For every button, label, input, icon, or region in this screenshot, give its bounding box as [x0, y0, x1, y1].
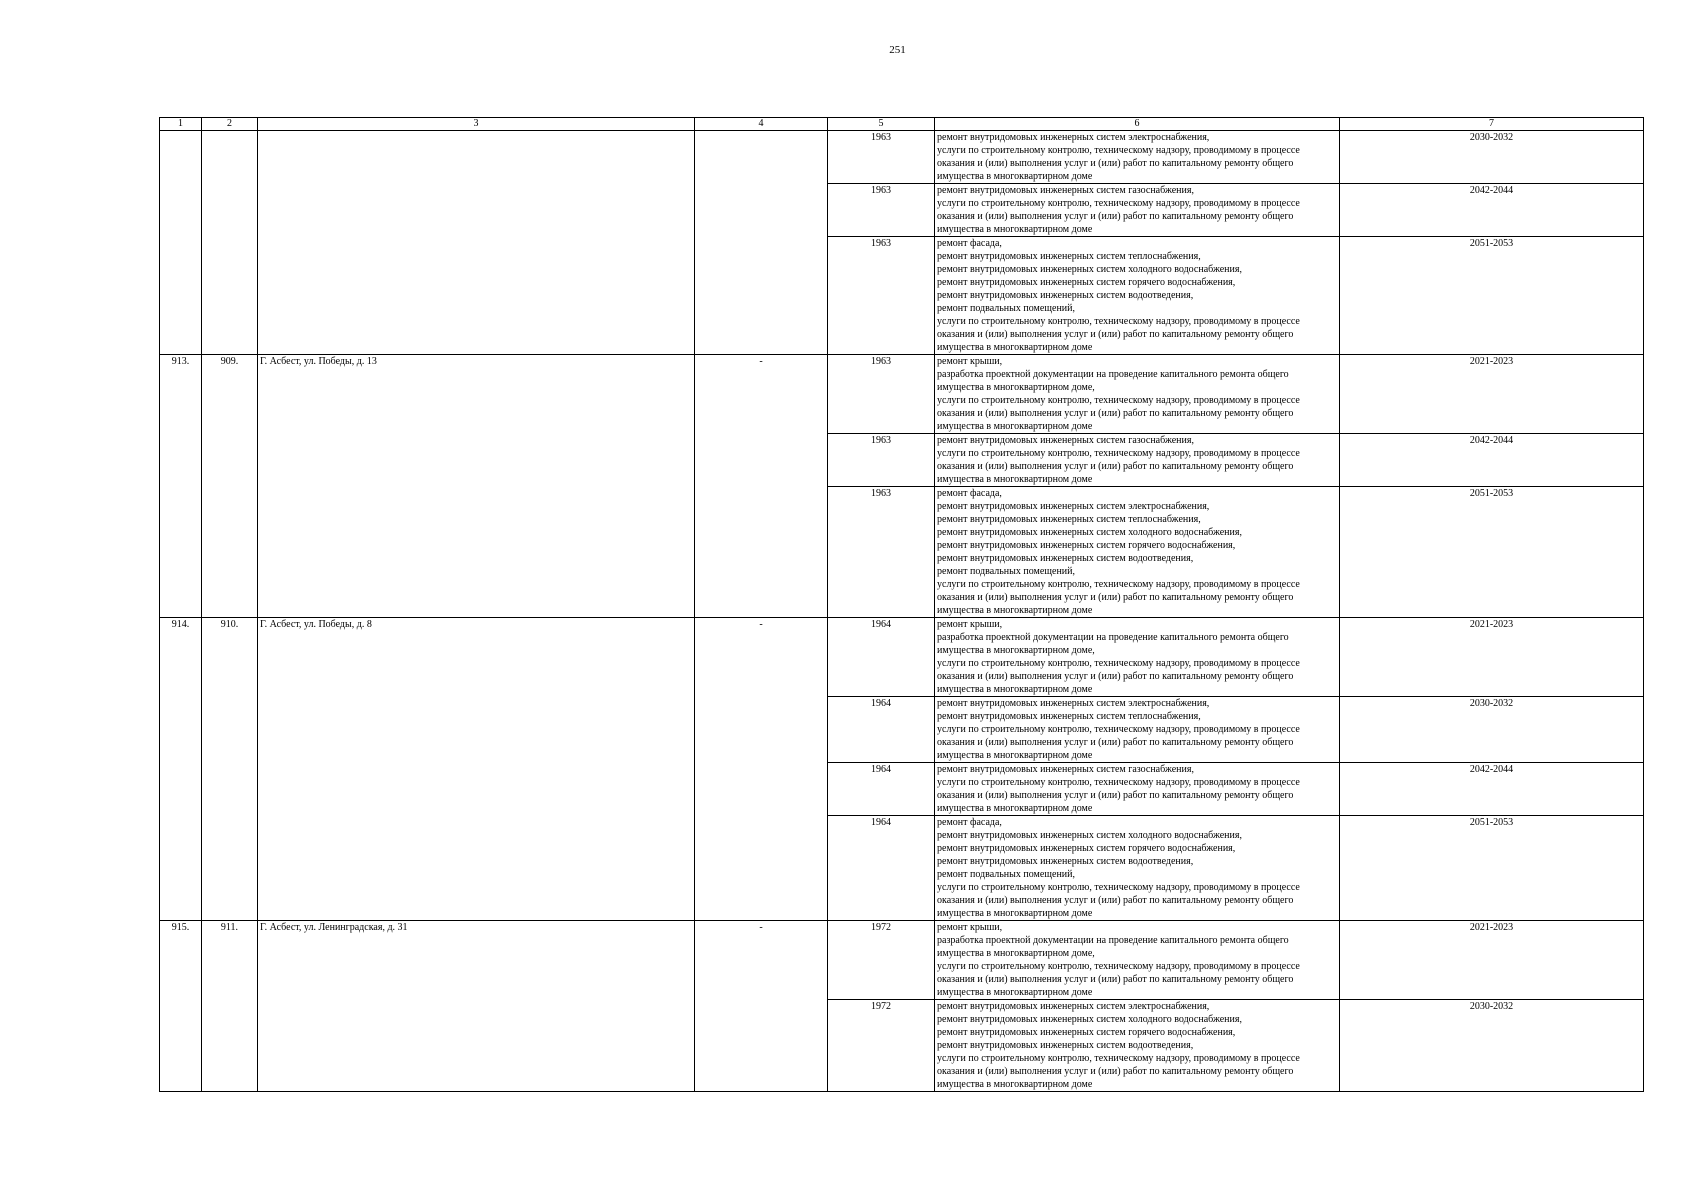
commissioning-year-cell: 1972	[828, 921, 935, 1000]
table-row	[160, 131, 1644, 184]
work-item: ремонт внутридомовых инженерных систем водоотведения,	[937, 553, 1194, 564]
work-item: ремонт внутридомовых инженерных систем теплоснабжения,	[937, 711, 1201, 722]
work-item: ремонт внутридомовых инженерных систем водоотведения,	[937, 1040, 1194, 1051]
column-number-row	[160, 118, 1644, 131]
record-number-cell: 913.	[160, 355, 202, 618]
works-list-cell	[935, 355, 1340, 434]
work-item: ремонт фасада,	[937, 488, 1002, 499]
work-item: ремонт фасада,	[937, 817, 1002, 828]
work-item: услуги по строительному контролю, техническому надзору, проводимому в процессе	[937, 316, 1300, 327]
commissioning-year-cell: 1963	[828, 237, 935, 355]
repair-period-cell: 2030-2032	[1340, 697, 1644, 763]
column-header: 2	[202, 118, 258, 131]
commissioning-year-cell: 1964	[828, 816, 935, 921]
repair-period-cell: 2042-2044	[1340, 184, 1644, 237]
work-item: ремонт крыши,	[937, 922, 1003, 933]
repair-period-cell: 2021-2023	[1340, 921, 1644, 1000]
work-item: ремонт крыши,	[937, 619, 1003, 630]
work-item: имущества в многоквартирном доме	[937, 987, 1093, 998]
commissioning-year-cell: 1963	[828, 434, 935, 487]
address-cell	[258, 131, 695, 355]
work-item: разработка проектной документации на проведение капитального ремонта общего	[937, 935, 1289, 946]
work-item: ремонт внутридомовых инженерных систем холодного водоснабжения,	[937, 1014, 1242, 1025]
commissioning-year-cell: 1963	[828, 131, 935, 184]
work-item: ремонт крыши,	[937, 356, 1003, 367]
work-item: услуги по строительному контролю, техническому надзору, проводимому в процессе	[937, 777, 1300, 788]
repair-period-cell: 2051-2053	[1340, 237, 1644, 355]
house-number-cell: 910.	[202, 618, 258, 921]
work-item: ремонт внутридомовых инженерных систем теплоснабжения,	[937, 251, 1201, 262]
repair-period-cell: 2051-2053	[1340, 816, 1644, 921]
table-body	[160, 131, 1644, 1092]
work-item: имущества в многоквартирном доме	[937, 803, 1093, 814]
work-item: услуги по строительному контролю, техническому надзору, проводимому в процессе	[937, 395, 1300, 406]
commissioning-year-cell: 1964	[828, 697, 935, 763]
work-item: ремонт внутридомовых инженерных систем горячего водоснабжения,	[937, 540, 1236, 551]
commissioning-year-cell: 1972	[828, 1000, 935, 1092]
work-item: оказания и (или) выполнения услуг и (или) работ по капитальному ремонту общего	[937, 737, 1294, 748]
work-item: услуги по строительному контролю, техническому надзору, проводимому в процессе	[937, 882, 1300, 893]
page-number: 251	[889, 44, 906, 56]
commissioning-year-cell: 1963	[828, 355, 935, 434]
work-item: ремонт внутридомовых инженерных систем теплоснабжения,	[937, 514, 1201, 525]
record-number-cell: 915.	[160, 921, 202, 1092]
work-item: услуги по строительному контролю, техническому надзору, проводимому в процессе	[937, 961, 1300, 972]
work-item: ремонт внутридомовых инженерных систем холодного водоснабжения,	[937, 830, 1242, 841]
table-row	[160, 618, 1644, 697]
works-list-cell	[935, 237, 1340, 355]
work-item: имущества в многоквартирном доме	[937, 421, 1093, 432]
work-item: ремонт внутридомовых инженерных систем газоснабжения,	[937, 185, 1194, 196]
works-list-cell	[935, 487, 1340, 618]
work-item: оказания и (или) выполнения услуг и (или) работ по капитальному ремонту общего	[937, 1066, 1294, 1077]
work-item: имущества в многоквартирном доме	[937, 908, 1093, 919]
table-row	[160, 921, 1644, 1000]
work-item: ремонт подвальных помещений,	[937, 869, 1075, 880]
work-item: ремонт внутридомовых инженерных систем горячего водоснабжения,	[937, 277, 1236, 288]
work-item: имущества в многоквартирном доме	[937, 342, 1093, 353]
work-item: услуги по строительному контролю, техническому надзору, проводимому в процессе	[937, 724, 1300, 735]
work-item: ремонт внутридомовых инженерных систем электроснабжения,	[937, 132, 1210, 143]
column-4-cell: -	[695, 921, 828, 1092]
work-item: оказания и (или) выполнения услуг и (или) работ по капитальному ремонту общего	[937, 592, 1294, 603]
commissioning-year-cell: 1963	[828, 184, 935, 237]
work-item: имущества в многоквартирном доме	[937, 750, 1093, 761]
work-item: ремонт внутридомовых инженерных систем водоотведения,	[937, 856, 1194, 867]
work-item: оказания и (или) выполнения услуг и (или) работ по капитальному ремонту общего	[937, 790, 1294, 801]
work-item: оказания и (или) выполнения услуг и (или) работ по капитальному ремонту общего	[937, 974, 1294, 985]
work-item: ремонт фасада,	[937, 238, 1002, 249]
work-item: имущества в многоквартирном доме,	[937, 948, 1095, 959]
work-item: услуги по строительному контролю, техническому надзору, проводимому в процессе	[937, 198, 1300, 209]
repair-period-cell: 2030-2032	[1340, 1000, 1644, 1092]
work-item: оказания и (или) выполнения услуг и (или) работ по капитальному ремонту общего	[937, 461, 1294, 472]
work-item: имущества в многоквартирном доме	[937, 171, 1093, 182]
works-list-cell	[935, 618, 1340, 697]
column-header: 1	[160, 118, 202, 131]
work-item: разработка проектной документации на проведение капитального ремонта общего	[937, 632, 1289, 643]
column-header: 4	[695, 118, 828, 131]
column-header: 7	[1340, 118, 1644, 131]
work-item: имущества в многоквартирном доме	[937, 684, 1093, 695]
commissioning-year-cell: 1963	[828, 487, 935, 618]
table-row	[160, 355, 1644, 434]
address-cell: Г. Асбест, ул. Победы, д. 13	[258, 355, 695, 618]
work-item: ремонт подвальных помещений,	[937, 566, 1075, 577]
work-item: услуги по строительному контролю, техническому надзору, проводимому в процессе	[937, 579, 1300, 590]
record-number-cell: 914.	[160, 618, 202, 921]
column-header: 6	[935, 118, 1340, 131]
work-item: услуги по строительному контролю, техническому надзору, проводимому в процессе	[937, 658, 1300, 669]
column-header: 5	[828, 118, 935, 131]
work-item: оказания и (или) выполнения услуг и (или) работ по капитальному ремонту общего	[937, 895, 1294, 906]
work-item: оказания и (или) выполнения услуг и (или) работ по капитальному ремонту общего	[937, 329, 1294, 340]
work-item: ремонт внутридомовых инженерных систем электроснабжения,	[937, 501, 1210, 512]
repair-period-cell: 2051-2053	[1340, 487, 1644, 618]
work-item: разработка проектной документации на проведение капитального ремонта общего	[937, 369, 1289, 380]
work-item: оказания и (или) выполнения услуг и (или) работ по капитальному ремонту общего	[937, 211, 1294, 222]
work-item: ремонт внутридомовых инженерных систем холодного водоснабжения,	[937, 264, 1242, 275]
work-item: услуги по строительному контролю, техническому надзору, проводимому в процессе	[937, 1053, 1300, 1064]
works-list-cell	[935, 184, 1340, 237]
address-cell: Г. Асбест, ул. Ленинградская, д. 31	[258, 921, 695, 1092]
works-list-cell	[935, 816, 1340, 921]
work-item: оказания и (или) выполнения услуг и (или) работ по капитальному ремонту общего	[937, 408, 1294, 419]
work-item: оказания и (или) выполнения услуг и (или) работ по капитальному ремонту общего	[937, 671, 1294, 682]
work-item: имущества в многоквартирном доме	[937, 1079, 1093, 1090]
repair-schedule-table	[159, 117, 1644, 1092]
work-item: оказания и (или) выполнения услуг и (или) работ по капитальному ремонту общего	[937, 158, 1294, 169]
work-item: ремонт внутридомовых инженерных систем холодного водоснабжения,	[937, 527, 1242, 538]
column-4-cell: -	[695, 618, 828, 921]
work-item: ремонт внутридомовых инженерных систем горячего водоснабжения,	[937, 1027, 1236, 1038]
works-list-cell	[935, 434, 1340, 487]
work-item: ремонт внутридомовых инженерных систем электроснабжения,	[937, 1001, 1210, 1012]
column-4-cell	[695, 131, 828, 355]
record-number-cell	[160, 131, 202, 355]
work-item: имущества в многоквартирном доме,	[937, 382, 1095, 393]
work-item: ремонт подвальных помещений,	[937, 303, 1075, 314]
work-item: имущества в многоквартирном доме	[937, 474, 1093, 485]
works-list-cell	[935, 921, 1340, 1000]
address-cell: Г. Асбест, ул. Победы, д. 8	[258, 618, 695, 921]
repair-period-cell: 2042-2044	[1340, 763, 1644, 816]
work-item: ремонт внутридомовых инженерных систем газоснабжения,	[937, 435, 1194, 446]
work-item: имущества в многоквартирном доме	[937, 605, 1093, 616]
work-item: ремонт внутридомовых инженерных систем газоснабжения,	[937, 764, 1194, 775]
work-item: услуги по строительному контролю, техническому надзору, проводимому в процессе	[937, 145, 1300, 156]
repair-period-cell: 2030-2032	[1340, 131, 1644, 184]
works-list-cell	[935, 1000, 1340, 1092]
repair-period-cell: 2021-2023	[1340, 618, 1644, 697]
commissioning-year-cell: 1964	[828, 618, 935, 697]
work-item: ремонт внутридомовых инженерных систем электроснабжения,	[937, 698, 1210, 709]
works-list-cell	[935, 697, 1340, 763]
work-item: ремонт внутридомовых инженерных систем горячего водоснабжения,	[937, 843, 1236, 854]
repair-period-cell: 2021-2023	[1340, 355, 1644, 434]
work-item: ремонт внутридомовых инженерных систем водоотведения,	[937, 290, 1194, 301]
house-number-cell: 909.	[202, 355, 258, 618]
house-number-cell	[202, 131, 258, 355]
work-item: имущества в многоквартирном доме,	[937, 645, 1095, 656]
work-item: имущества в многоквартирном доме	[937, 224, 1093, 235]
house-number-cell: 911.	[202, 921, 258, 1092]
repair-period-cell: 2042-2044	[1340, 434, 1644, 487]
column-4-cell: -	[695, 355, 828, 618]
work-item: услуги по строительному контролю, техническому надзору, проводимому в процессе	[937, 448, 1300, 459]
works-list-cell	[935, 763, 1340, 816]
column-header: 3	[258, 118, 695, 131]
works-list-cell	[935, 131, 1340, 184]
commissioning-year-cell: 1964	[828, 763, 935, 816]
